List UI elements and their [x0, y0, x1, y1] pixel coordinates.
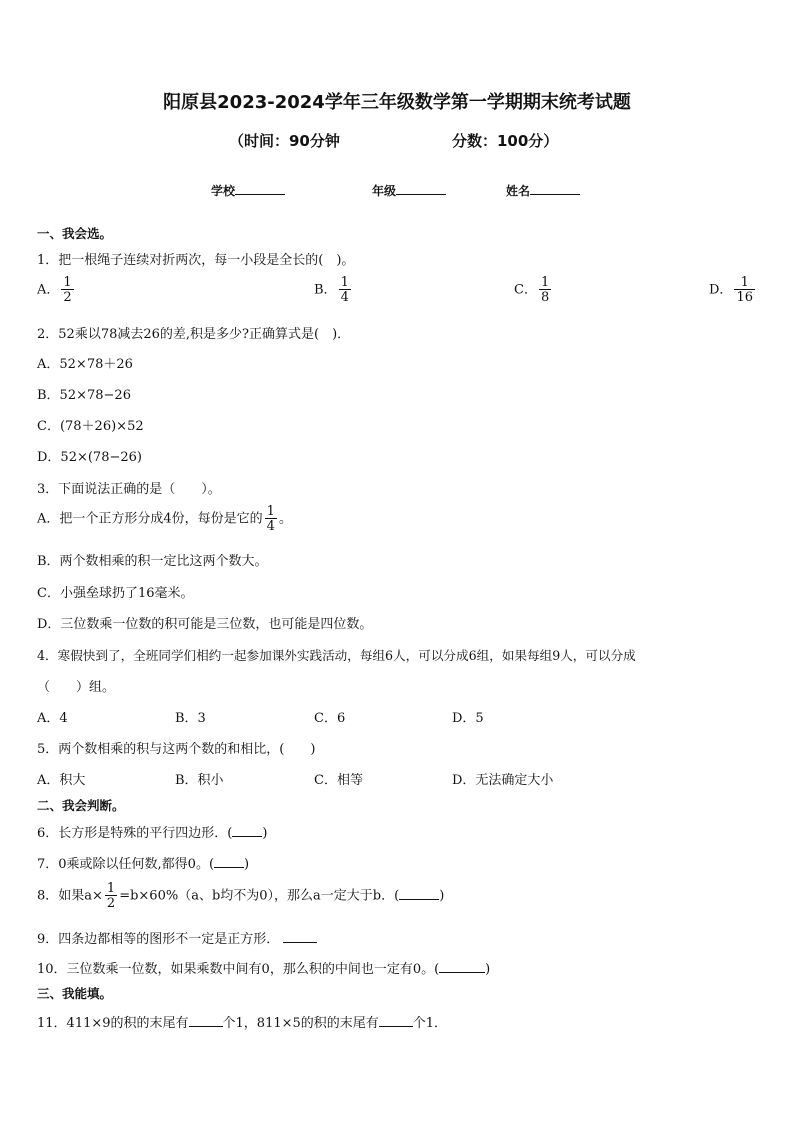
section-3-heading: 三、我能填。 — [37, 986, 113, 1001]
exam-score: 分数：100分） — [452, 132, 559, 150]
q3-a-end: 。 — [278, 511, 292, 527]
q2-option-a[interactable]: A．52×78＋26 — [37, 357, 133, 372]
q1-c-label: C． — [514, 282, 537, 298]
q1-a-fraction: $\frac{1}{2}$ — [63, 275, 72, 305]
q11-text-3: 个1． — [412, 1016, 448, 1031]
grade-blank[interactable] — [396, 182, 446, 195]
q11 — [37, 1012, 447, 1031]
grade-label: 年级 — [372, 184, 397, 198]
q11-answer-blank-2[interactable] — [379, 1014, 413, 1027]
name-blank[interactable] — [530, 182, 580, 195]
q4-option-a[interactable]: A．4 — [37, 711, 68, 726]
q3-stem: 3．下面说法正确的是（ ）。 — [37, 482, 221, 497]
q5-option-d[interactable]: D．无法确定大小 — [452, 773, 554, 788]
exam-time: （时间：90分钟 — [229, 132, 340, 150]
q3-option-a[interactable] — [37, 505, 292, 533]
q1-option-d[interactable] — [709, 276, 757, 304]
q5-option-a[interactable]: A．积大 — [37, 773, 86, 788]
q10-end: ) — [485, 962, 491, 977]
q2-option-d[interactable]: D．52×(78−26) — [37, 450, 142, 465]
school-blank[interactable] — [235, 182, 285, 195]
q8-answer-blank[interactable] — [399, 887, 439, 900]
q11-answer-blank-1[interactable] — [189, 1014, 223, 1027]
q8-fraction: $\frac{1}{2}$ — [106, 881, 116, 911]
q8 — [37, 882, 444, 910]
q8-text-2: =b×60%（a、b均不为0），那么a一定大于b．( — [119, 888, 400, 904]
q6-end: ) — [262, 826, 268, 841]
q5-option-c[interactable]: C．相等 — [314, 773, 363, 788]
section-2-heading: 二、我会判断。 — [37, 798, 125, 813]
q3-a-text: A．把一个正方形分成4份，每份是它的 — [37, 511, 263, 527]
q4-option-d[interactable]: D．5 — [452, 711, 484, 726]
q3-a-fraction: $\frac{1}{4}$ — [266, 504, 275, 534]
q10-text: 10．三位数乘一位数，如果乘数中间有0，那么积的中间也一定有0。( — [37, 962, 440, 977]
q9 — [37, 928, 317, 947]
q1-option-c[interactable] — [514, 276, 553, 304]
q8-end: ) — [439, 888, 445, 904]
q1-b-fraction: $\frac{1}{4}$ — [340, 275, 349, 305]
q1-b-label: B． — [314, 282, 337, 298]
q5-stem: 5．两个数相乘的积与这两个数的和相比，( ) — [37, 742, 316, 757]
q10 — [37, 958, 490, 977]
page-title: 阳原县2023-2024学年三年级数学第一学期期末统考试题 — [163, 92, 631, 113]
q4-stem-line2: （ ）组。 — [37, 680, 116, 695]
q7-answer-blank[interactable] — [214, 855, 244, 868]
q1-option-a[interactable] — [37, 276, 76, 304]
q1-d-fraction: $\frac{1}{16}$ — [736, 275, 753, 305]
q11-text-1: 11．411×9的积的末尾有 — [37, 1016, 189, 1031]
q1-c-fraction: $\frac{1}{8}$ — [540, 275, 550, 305]
q6-answer-blank[interactable] — [232, 824, 262, 837]
q4-option-c[interactable]: C．6 — [314, 711, 346, 726]
q7-end: ) — [244, 857, 250, 872]
q3-option-d[interactable]: D．三位数乘一位数的积可能是三位数，也可能是四位数。 — [37, 617, 373, 632]
q4-stem-line1: 4．寒假快到了，全班同学们相约一起参加课外实践活动，每组6人，可以分成6组，如果每组9人，可以分成 — [37, 648, 636, 663]
q11-text-2: 个1，811×5的积的末尾有 — [222, 1016, 379, 1031]
q6 — [37, 822, 267, 841]
q9-text: 9．四条边都相等的图形不一定是正方形． — [37, 932, 280, 947]
grade-field — [372, 182, 446, 199]
q6-text: 6．长方形是特殊的平行四边形．( — [37, 826, 233, 841]
name-field — [506, 182, 580, 199]
q5-option-b[interactable]: B．积小 — [175, 773, 224, 788]
name-label: 姓名 — [506, 184, 531, 198]
section-1-heading: 一、我会选。 — [37, 226, 113, 241]
q1-stem: 1．把一根绳子连续对折两次，每一小段是全长的( )。 — [37, 253, 355, 268]
q7 — [37, 853, 249, 872]
q7-text: 7．0乘或除以任何数,都得0。( — [37, 857, 215, 872]
q2-stem: 2．52乘以78减去26的差,积是多少?正确算式是( )． — [37, 327, 351, 342]
q1-d-label: D． — [709, 282, 733, 298]
school-label: 学校 — [211, 184, 236, 198]
q8-text: 8．如果a× — [37, 888, 103, 904]
school-field — [211, 182, 285, 199]
q3-option-c[interactable]: C．小强垒球扔了16毫米。 — [37, 586, 194, 601]
q2-option-c[interactable]: C．(78＋26)×52 — [37, 419, 144, 434]
q1-option-b[interactable] — [314, 276, 353, 304]
q10-answer-blank[interactable] — [439, 960, 485, 973]
q9-answer-blank[interactable] — [283, 930, 317, 943]
q3-option-b[interactable]: B．两个数相乘的积一定比这两个数大。 — [37, 554, 268, 569]
q2-option-b[interactable]: B．52×78−26 — [37, 388, 131, 403]
q4-option-b[interactable]: B．3 — [175, 711, 206, 726]
q1-a-label: A． — [37, 282, 60, 298]
